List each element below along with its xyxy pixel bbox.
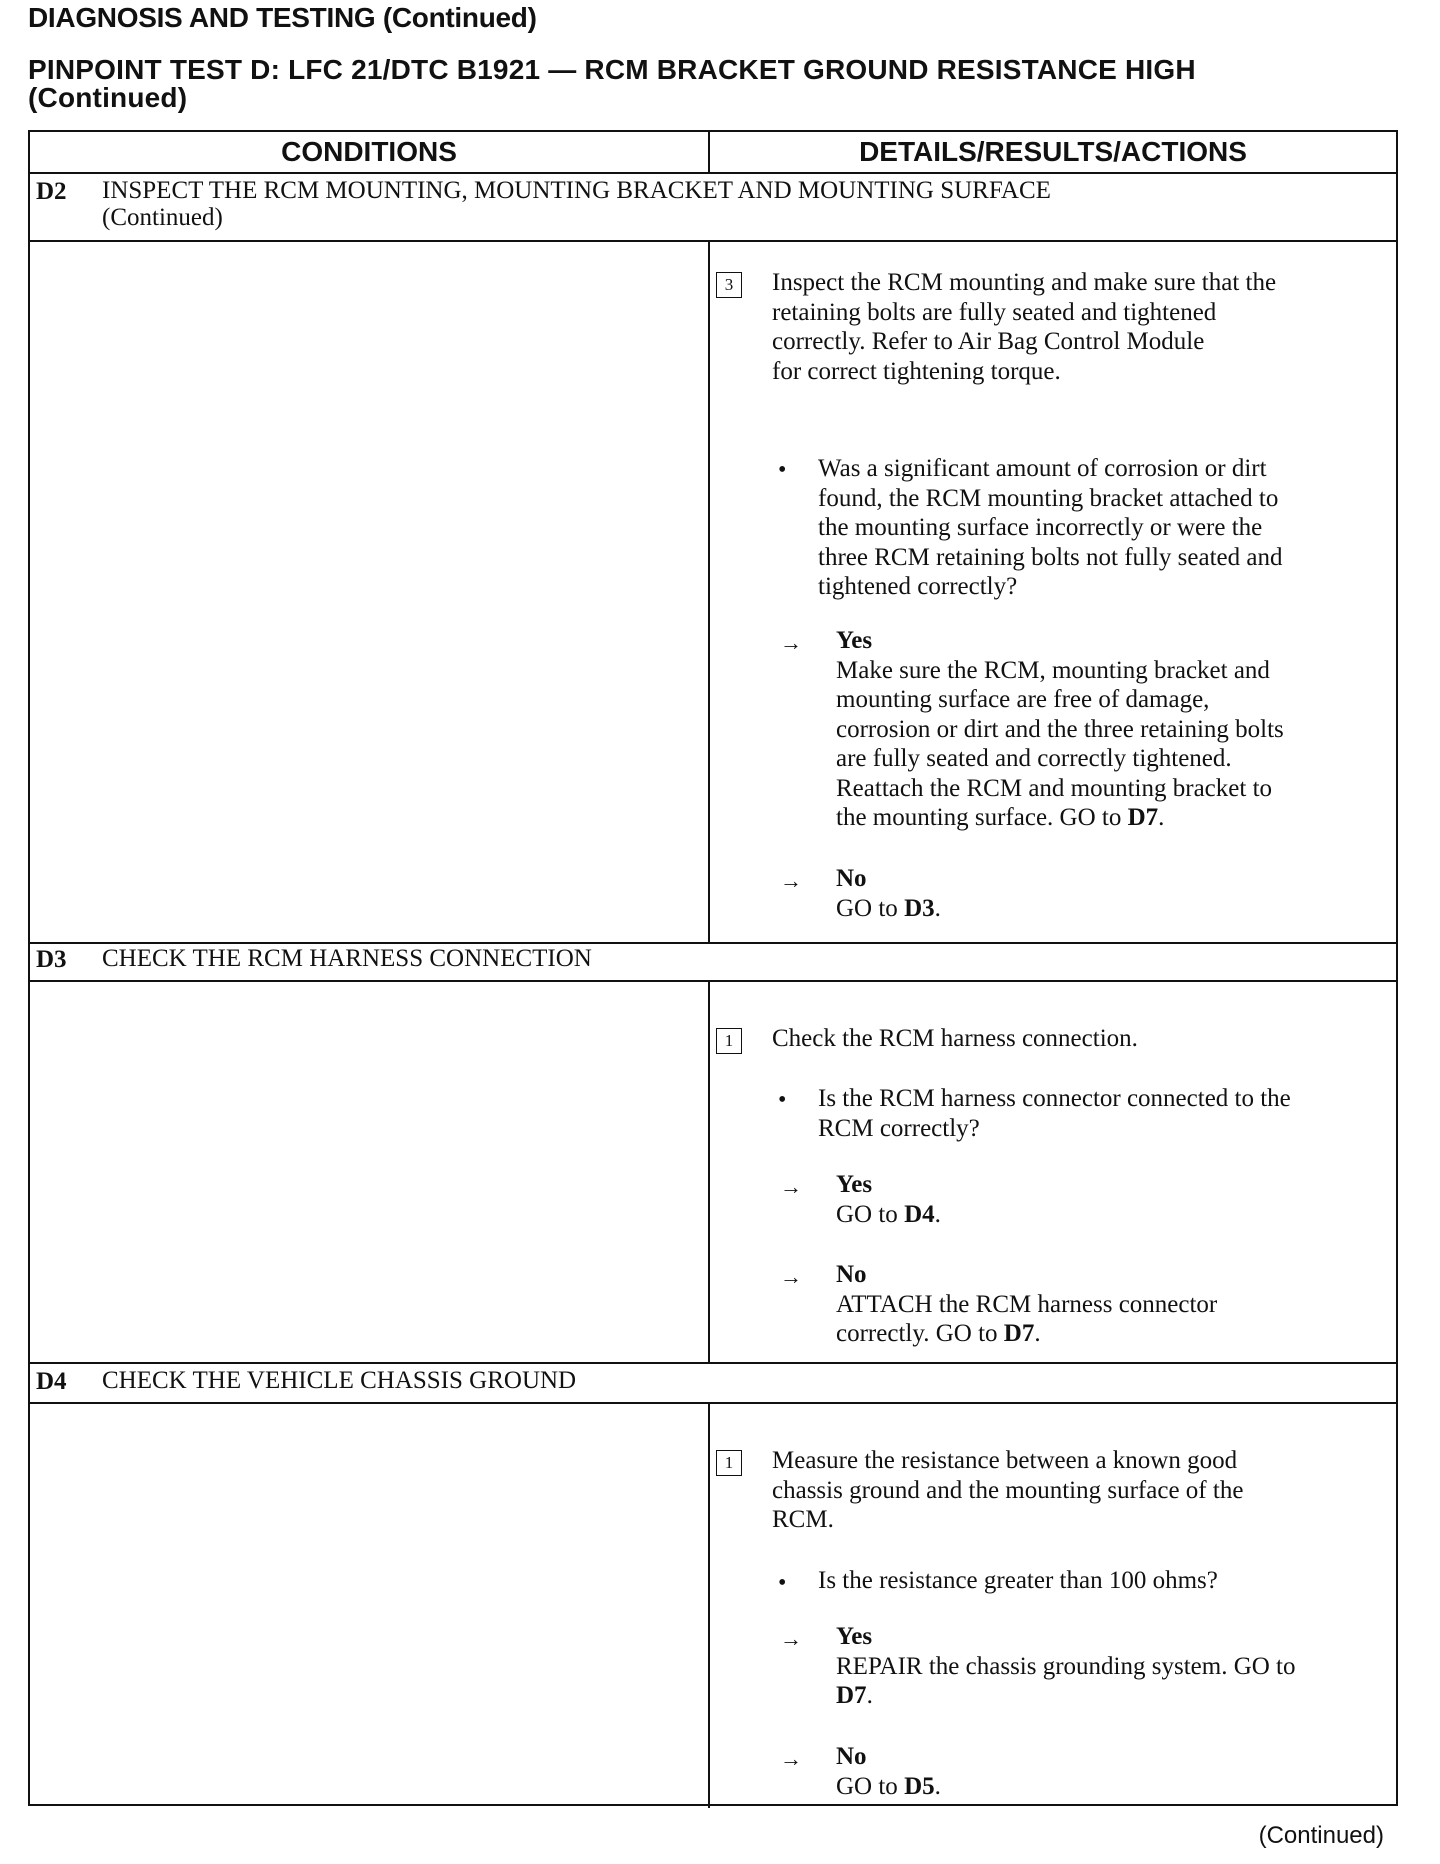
text-line (836, 894, 1392, 924)
text-line: Inspect the RCM mounting and make sure that the (772, 269, 1277, 296)
goto-step-d4: D4 (904, 1200, 935, 1228)
text-segment: . (934, 1772, 941, 1800)
goto-step-d7: D7 (1003, 1320, 1035, 1347)
details-column-header: DETAILS/RESULTS/ACTIONS (859, 136, 1247, 167)
text-segment: . (934, 894, 941, 922)
step-title-d4: CHECK THE VEHICLE CHASSIS GROUND (102, 1367, 577, 1394)
arrow-right-icon: → (780, 1746, 802, 1771)
text-line: REPAIR the chassis grounding system. GO to (836, 1652, 1296, 1680)
text-line: ATTACH the RCM harness connector (836, 1290, 1218, 1318)
d3-instruction: Check the RCM harness connection. (772, 1025, 1138, 1052)
text-line: Is the RCM harness connector connected to the (818, 1085, 1291, 1112)
pinpoint-test-title (28, 56, 1398, 112)
pinpoint-test-title-line1: PINPOINT TEST D: LFC 21/DTC B1921 — RCM BRACKET GROUND RESISTANCE HIGH (28, 54, 1196, 85)
yes-label: Yes (836, 1171, 873, 1198)
step-id-d4: D4 (36, 1368, 67, 1395)
goto-step-d5: D5 (904, 1772, 935, 1800)
d4-question: Is the resistance greater than 100 ohms? (818, 1567, 1218, 1594)
d2-yes-result (836, 626, 1392, 833)
text-line: retaining bolts are fully seated and tightened (772, 298, 1217, 326)
no-label: No (836, 1743, 867, 1770)
table-divider (30, 980, 1396, 982)
text-line: are fully seated and correctly tightened. (836, 745, 1232, 772)
arrow-right-icon: → (780, 1626, 802, 1651)
text-line: corrosion or dirt and the three retaining bolts (836, 715, 1284, 743)
d3-no-result (836, 1260, 1392, 1349)
text-line (836, 1681, 1392, 1711)
step-id-d2: D2 (36, 178, 67, 205)
step-title-d3: CHECK THE RCM HARNESS CONNECTION (102, 945, 592, 972)
text-segment: the mounting surface. GO to (836, 804, 1128, 831)
text-line (836, 1772, 1392, 1802)
text-line: mounting surface are free of damage, (836, 686, 1210, 713)
table-divider (30, 942, 1396, 944)
goto-step-d7: D7 (1127, 804, 1159, 831)
d4-instruction (772, 1446, 1382, 1535)
text-line: found, the RCM mounting bracket attached to (818, 484, 1279, 512)
arrow-right-icon: → (780, 868, 802, 893)
bullet-icon: • (778, 1087, 787, 1113)
goto-step-d3: D3 (904, 894, 935, 922)
arrow-right-icon: → (780, 1264, 802, 1289)
arrow-right-icon: → (780, 1174, 802, 1199)
text-line: Measure the resistance between a known good (772, 1447, 1238, 1474)
table-divider (30, 1402, 1396, 1404)
text-line: tightened correctly? (818, 573, 1018, 600)
arrow-right-icon: → (780, 630, 802, 655)
text-line: chassis ground and the mounting surface of the (772, 1476, 1244, 1504)
pinpoint-test-table (28, 130, 1398, 1806)
text-line (836, 1319, 1392, 1349)
bullet-icon: • (778, 1570, 787, 1596)
no-label: No (836, 865, 867, 892)
no-label: No (836, 1261, 867, 1288)
text-line: for correct tightening torque. (772, 357, 1061, 385)
step-number-box: 1 (716, 1028, 742, 1054)
conditions-column-header: CONDITIONS (281, 136, 457, 167)
d4-yes-result (836, 1622, 1392, 1711)
text-segment: . (934, 1200, 941, 1228)
text-line: the mounting surface incorrectly or were the (818, 514, 1263, 541)
d2-question (818, 454, 1388, 602)
table-divider (30, 240, 1396, 242)
column-divider (708, 980, 710, 1362)
text-line: RCM correctly? (818, 1114, 980, 1142)
step-title-d2: INSPECT THE RCM MOUNTING, MOUNTING BRACKET AND MOUNTING SURFACE (102, 177, 1051, 204)
d3-yes-result (836, 1170, 1392, 1229)
table-divider (30, 1362, 1396, 1364)
text-line: three RCM retaining bolts not fully seated and (818, 543, 1283, 571)
d2-instruction (772, 268, 1382, 386)
text-segment: GO to (836, 1772, 905, 1800)
bullet-icon: • (778, 457, 787, 483)
text-segment: . (1158, 804, 1165, 831)
text-line: Reattach the RCM and mounting bracket to (836, 774, 1273, 802)
text-line: Make sure the RCM, mounting bracket and (836, 656, 1270, 684)
text-segment: . (866, 1682, 873, 1709)
yes-label: Yes (836, 627, 873, 654)
step-number-box: 3 (716, 272, 742, 298)
d4-no-result (836, 1742, 1392, 1801)
table-divider (30, 172, 1396, 174)
d3-question (818, 1084, 1388, 1143)
d2-no-result (836, 864, 1392, 923)
text-line: Was a significant amount of corrosion or dirt (818, 455, 1267, 482)
page-title: DIAGNOSIS AND TESTING (Continued) (28, 2, 537, 33)
text-segment: GO to (836, 1200, 905, 1228)
pinpoint-test-title-line2: (Continued) (28, 82, 188, 113)
text-line (836, 803, 1392, 833)
text-line: RCM. (772, 1506, 834, 1533)
column-divider (708, 1402, 710, 1808)
text-line (836, 1200, 1392, 1230)
text-segment: GO to (836, 894, 905, 922)
goto-step-d7: D7 (836, 1682, 867, 1709)
text-segment: . (1034, 1320, 1041, 1347)
text-segment: correctly. GO to (836, 1320, 1004, 1347)
step-number-box: 1 (716, 1450, 742, 1476)
column-divider (708, 132, 710, 172)
step-title-d2-continued: (Continued) (102, 204, 223, 231)
step-id-d3: D3 (36, 946, 67, 973)
text-line: correctly. Refer to Air Bag Control Module (772, 328, 1205, 355)
yes-label: Yes (836, 1623, 873, 1650)
column-divider (708, 240, 710, 942)
continued-footer: (Continued) (1258, 1822, 1384, 1849)
